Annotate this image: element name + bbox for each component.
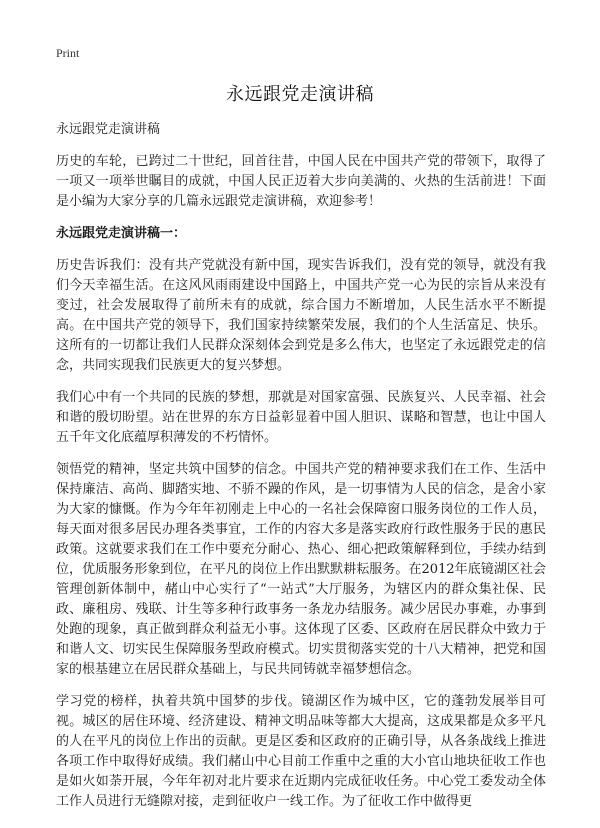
body-paragraph-3: 领悟党的精神，坚定共筑中国梦的信念。中国共产党的精神要求我们在工作、生活中保持廉洁、高尚、脚踏实地、不骄不躁的作风，是一切事情为人民的信念，是舍小家为大家的慷慨。作为今年年初刚走上中心的一名社会保障窗口服务岗位的工作人员，每天面对很多居民办理各类事宜，工作的内容大多是落实政府行政性服务于民的惠民政策。这就要求我们在工作中要充分耐心、热心、细心把政策解释到位，手续办结到位，优质服务形象到位，在平凡的岗位上作出默默耕耘服务。在2012年底镜湖区社会管理创新体制中，赭山中心实行了“一站式”大厅服务，为辖区内的群众集社保、民政、廉租房、残联、计生等多种行政事务一条龙办结服务。减少居民办事难，办事到处跑的现象，真正做到群众利益无小事。这体现了区委、区政府在居民群众中致力于和谐人文、切实民生保障服务型政府模式。切实贯彻落实党的十八大精神，把党和国家的根基建立在居民群众基础上，与民共同铸就幸福梦想信念。: [56, 462, 546, 677]
section-heading: 永远跟党走演讲稿一：: [56, 226, 187, 241]
body-paragraph-2: 我们心中有一个共同的民族的梦想，那就是对国家富强、民族复兴、人民幸福、社会和谐的殷切盼望。站在世界的东方日益彰显着中国人胆识、谋略和智慧，也让中国人五千年文化底蕴厚积薄发的不朽情怀。: [56, 390, 546, 445]
body-paragraph-4: 学习党的榜样，执着共筑中国梦的步伐。镜湖区作为城中区，它的蓬勃发展举目可视。城区的居住环境、经济建设、精神文明品味等都大大提高，这成果都是众多平凡的人在平凡的岗位上作出的贡献。更是区委和区政府的正确引导，从各条战线上推进各项工作中取得好成绩。我们赭山中心目前工作重中之重的大小官山地块征收工作也是如火如荼开展，今年年初对北片要求在近期内完成征收任务。中心党工委发动全体工作人员进行无缝隙对接，走到征收户一线工作。为了征收工作中做得更: [56, 694, 546, 809]
intro-paragraph: 历史的车轮，已跨过二十世纪，回首往昔，中国人民在中国共产党的带领下，取得了一项又一项举世瞩目的成就，中国人民正迈着大步向美满的、火热的生活前进！下面是小编为大家分享的几篇永远跟党走演讲稿，欢迎参考！: [56, 154, 546, 209]
print-label: Print: [56, 46, 80, 60]
article-subtitle: 永远跟党走演讲稿: [56, 122, 161, 137]
body-paragraph-1: 历史告诉我们：没有共产党就没有新中国，现实告诉我们，没有党的领导，就没有我们今天幸福生活。在这风风雨雨建设中国路上，中国共产党一心为民的宗旨从来没有变过，社会发展取得了前所未有的成就，综合国力不断增加，人民生活水平不断提高。在中国共产党的领导下，我们国家持续繁荣发展，我们的个人生活富足、快乐。这所有的一切都让我们人民群众深刻体会到党是多么伟大，也坚定了永远跟党走的信念，共同实现我们民族更大的复兴梦想。: [56, 258, 546, 373]
article-body: [56, 120, 546, 824]
page-title: 永远跟党走演讲稿: [226, 84, 374, 105]
